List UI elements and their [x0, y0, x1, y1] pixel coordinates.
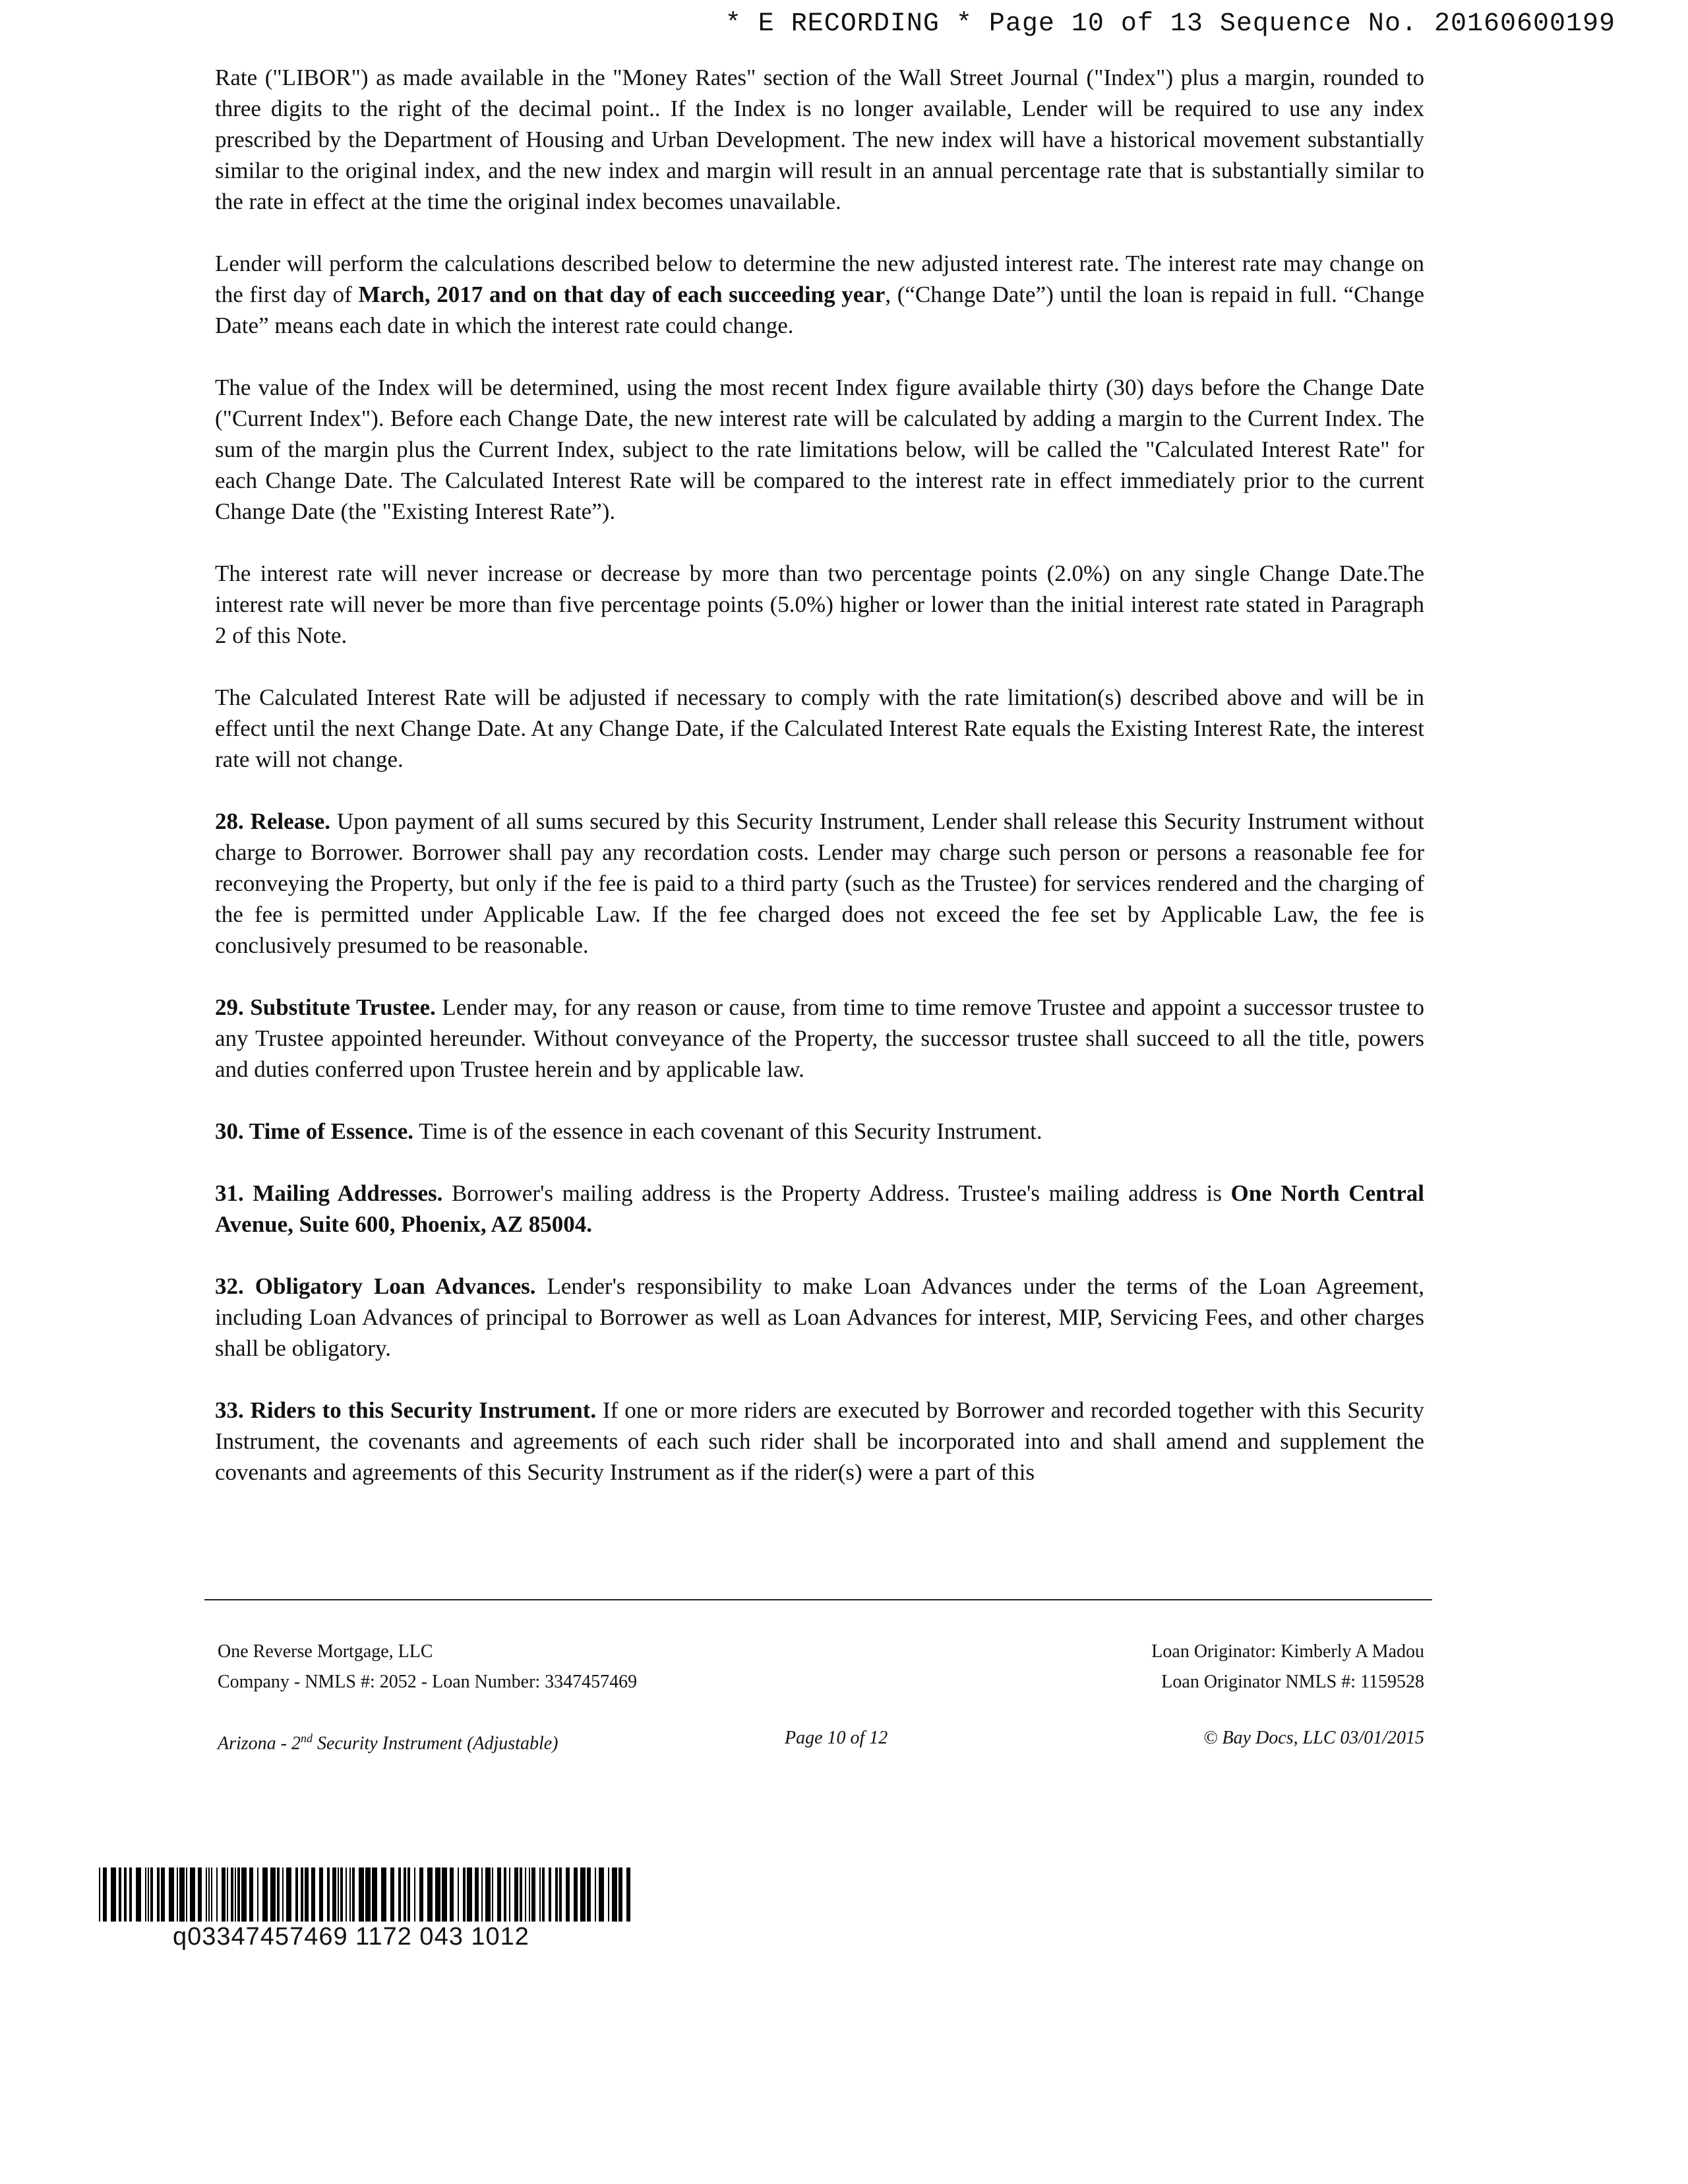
barcode-bar [301, 1867, 303, 1922]
barcode-bar [145, 1867, 146, 1922]
barcode-bar [365, 1867, 371, 1922]
barcode-bar [179, 1867, 185, 1922]
barcode-bar [612, 1867, 617, 1922]
barcode-bar [458, 1867, 459, 1922]
barcode-bar [99, 1867, 100, 1922]
company-nmls: Company - NMLS #: 2052 - Loan Number: 3347457469 [218, 1672, 638, 1692]
footer-company-info [218, 1637, 637, 1697]
barcode-bar [349, 1867, 351, 1922]
barcode-bar [286, 1867, 291, 1922]
barcode-bar [555, 1867, 558, 1922]
section-heading: 28. Release. [215, 808, 331, 834]
paragraph-text: Lender will perform the calculations described below to determine the new adjusted interest rate. The interest rate may change on the first day of [215, 251, 1424, 307]
barcode-bar [435, 1867, 440, 1922]
barcode-bar [463, 1867, 466, 1922]
barcode-bar [580, 1867, 586, 1922]
barcode-bar [359, 1867, 364, 1922]
barcode-bar [332, 1867, 336, 1922]
barcode-bar [241, 1867, 247, 1922]
form-title-text: Arizona - 2 [218, 1733, 301, 1754]
barcode-bar [338, 1867, 339, 1922]
page-number: Page 10 of 12 [785, 1728, 888, 1748]
barcode-bar [136, 1867, 141, 1922]
barcode-bar [208, 1867, 210, 1922]
footer-divider [204, 1599, 1432, 1600]
footer-originator-info [1151, 1637, 1424, 1697]
barcode-bar [626, 1867, 630, 1922]
loan-originator: Loan Originator: Kimberly A Madou [1151, 1641, 1424, 1662]
trustee-address: One North Central Avenue, Suite 600, Phoenix, AZ 85004. [215, 1180, 1424, 1237]
bold-change-date: March, 2017 and on that day of each succeeding year [358, 282, 886, 307]
barcode-bar [372, 1867, 377, 1922]
section-29-substitute-trustee [215, 992, 1424, 1085]
barcode-bar [346, 1867, 347, 1922]
barcode-bar [311, 1867, 315, 1922]
barcode-bar [277, 1867, 280, 1922]
barcode-bar [442, 1867, 447, 1922]
barcode-bar [427, 1867, 433, 1922]
barcode-bar [509, 1867, 510, 1922]
barcode-bar [282, 1867, 284, 1922]
barcode-bar [497, 1867, 501, 1922]
barcode-bar [485, 1867, 491, 1922]
barcode-bar [492, 1867, 493, 1922]
barcode-bar [595, 1867, 596, 1922]
barcode-image [99, 1867, 632, 1922]
footer-form-line [218, 1725, 1424, 1754]
barcode-bar [404, 1867, 406, 1922]
barcode-bar [381, 1867, 386, 1922]
barcode-bar [608, 1867, 609, 1922]
section-28-release [215, 806, 1424, 961]
barcode-bar [340, 1867, 343, 1922]
barcode-bar [390, 1867, 394, 1922]
section-heading: 30. Time of Essence. [215, 1118, 414, 1144]
barcode-bar [398, 1867, 401, 1922]
originator-nmls: Loan Originator NMLS #: 1159528 [1161, 1672, 1424, 1692]
form-title-superscript: nd [301, 1732, 313, 1745]
section-heading: 31. Mailing Addresses. [215, 1180, 443, 1206]
barcode-bar [618, 1867, 622, 1922]
paragraph-rate-adjustment: The Calculated Interest Rate will be adjusted if necessary to comply with the rate limitation(s) described above and will be in effect until the next Change Date. At any Change Date, if the Calculated Interest Rate equals the Existing Interest Rate, the interest rate will not change. [215, 684, 1424, 772]
barcode-bar [525, 1867, 526, 1922]
section-32-obligatory-advances [215, 1271, 1424, 1364]
barcode-bar [177, 1867, 178, 1922]
barcode-bar [169, 1867, 174, 1922]
recording-stamp: * E RECORDING * Page 10 of 13 Sequence No. 20160600199 [725, 9, 1615, 39]
barcode-bar [257, 1867, 258, 1922]
barcode-bar [119, 1867, 121, 1922]
barcode-bar [216, 1867, 218, 1922]
barcode-bar [467, 1867, 472, 1922]
barcode-bar [481, 1867, 483, 1922]
section-heading: 29. Substitute Trustee. [215, 994, 436, 1020]
section-text: Borrower's mailing address is the Property Address. Trustee's mailing address is [442, 1180, 1231, 1206]
paragraph-libor-index: Rate ("LIBOR") as made available in the "Money Rates" section of the Wall Street Journal ("Index") plus a margin, rounded to three digits to the right of the decimal point.. If the Index is no longer available, Lender will be required to use any index prescribed by the Department of Housing and Urban Development. The new index will have a historical movement substantially similar to the original index, and the new index and margin will result in an annual percentage rate that is substantially similar to the rate in effect at the time the original index becomes unavailable. [215, 65, 1424, 214]
section-text: Lender may, for any reason or cause, from time to time remove Trustee and appoint a successor trustee to any Trustee appointed hereunder. Without conveyance of the Property, the successor trustee shall succeed to all the title, powers and duties conferred upon Trustee herein and by applicable law. [215, 994, 1425, 1082]
barcode-bar [542, 1867, 545, 1922]
barcode-bar [150, 1867, 153, 1922]
paragraph-text: , (“Change Date”) until the loan is repaid in full. “Change Date” means each date in which the interest rate could change. [215, 282, 1425, 338]
paragraph-current-index: The value of the Index will be determined, using the most recent Index figure available thirty (30) days before the Change Date ("Current Index"). Before each Change Date, the new interest rate will be calculated by adding a margin to the Current Index. The sum of the margin plus the Current Index, subject to the rate limitations below, will be called the "Calculated Interest Rate" for each Change Date. The Calculated Interest Rate will be compared to the interest rate in effect immediately prior to the current Change Date (the "Existing Interest Rate”). [215, 375, 1424, 524]
section-text: Upon payment of all sums secured by this Security Instrument, Lender shall release this Security Instrument without charge to Borrower. Borrower shall pay any recordation costs. Lender may charge such person or persons a reasonable fee for reconveying the Property, but only if the fee is paid to a third party (such as the Trustee) for services rendered and the charging of the fee is permitted under Applicable Law. If the fee charged does not exceed the fee set by Applicable Law, the fee is conclusively presumed to be reasonable. [215, 808, 1424, 958]
barcode-bar [295, 1867, 298, 1922]
section-30-time-of-essence [215, 1116, 1424, 1147]
barcode-bar [352, 1867, 355, 1922]
copyright: © Bay Docs, LLC 03/01/2015 [1203, 1728, 1424, 1748]
section-heading: 32. Obligatory Loan Advances. [215, 1273, 536, 1299]
barcode-bar [574, 1867, 578, 1922]
barcode-bar [190, 1867, 195, 1922]
barcode-bar [227, 1867, 228, 1922]
barcode-bar [198, 1867, 202, 1922]
barcode-bar [124, 1867, 127, 1922]
barcode-bar [539, 1867, 541, 1922]
barcode-bar [407, 1867, 410, 1922]
barcode-bar [157, 1867, 160, 1922]
barcode-bar [231, 1867, 233, 1922]
section-text: If one or more riders are executed by Borrower and recorded together with this Security Instrument, the covenants and agreements of each such rider shall be incorporated into and shall amend and supplement the covenants and agreements of this Security Instrument as if the rider(s) were a part of this [215, 1397, 1424, 1485]
barcode-bar [237, 1867, 240, 1922]
barcode-bar [249, 1867, 253, 1922]
barcode-bar [161, 1867, 165, 1922]
barcode-bar [450, 1867, 454, 1922]
section-text: Lender's responsibility to make Loan Advances under the terms of the Loan Agreement, including Loan Advances of principal to Borrower as well as Loan Advances for interest, MIP, Servicing Fees, and other charges shall be obligatory. [215, 1273, 1425, 1361]
company-name: One Reverse Mortgage, LLC [218, 1641, 433, 1662]
barcode-bar [414, 1867, 415, 1922]
barcode-bar [327, 1867, 330, 1922]
section-31-mailing-addresses [215, 1178, 1424, 1240]
barcode-bar [222, 1867, 226, 1922]
barcode-bar [504, 1867, 506, 1922]
barcode-bar [419, 1867, 423, 1922]
barcode-bar [186, 1867, 187, 1922]
section-33-riders [215, 1395, 1424, 1488]
barcode-bar [514, 1867, 518, 1922]
barcode-bar [529, 1867, 530, 1922]
form-title-text: Security Instrument (Adjustable) [313, 1733, 558, 1754]
section-heading: 33. Riders to this Security Instrument. [215, 1397, 597, 1423]
barcode-bar [559, 1867, 562, 1922]
barcode-bar [211, 1867, 212, 1922]
barcode-bar [599, 1867, 604, 1922]
barcode-bar [103, 1867, 107, 1922]
barcode-bar [520, 1867, 522, 1922]
paragraph-change-date [215, 248, 1424, 341]
barcode-bar [111, 1867, 116, 1922]
barcode-bar [235, 1867, 236, 1922]
barcode-bar [549, 1867, 551, 1922]
barcode-bar [305, 1867, 309, 1922]
barcode-bar [587, 1867, 591, 1922]
barcode-bar [270, 1867, 276, 1922]
form-title [218, 1725, 558, 1757]
barcode-bar [206, 1867, 207, 1922]
barcode-number: q03347457469 1172 043 1012 [173, 1923, 529, 1951]
barcode-bar [262, 1867, 268, 1922]
barcode-bar [129, 1867, 132, 1922]
barcode-bar [148, 1867, 149, 1922]
barcode-bar [475, 1867, 479, 1922]
section-text: Time is of the essence in each covenant of this Security Instrument. [413, 1118, 1042, 1144]
document-body [215, 62, 1424, 1488]
barcode-bar [531, 1867, 535, 1922]
barcode-bar [319, 1867, 323, 1922]
paragraph-rate-limits: The interest rate will never increase or decrease by more than two percentage points (2.0%) on any single Change Date.The interest rate will never be more than five percentage points (5.0%) higher or lower than the initial interest rate stated in Paragraph 2 of this Note. [215, 561, 1424, 648]
barcode-bar [566, 1867, 570, 1922]
